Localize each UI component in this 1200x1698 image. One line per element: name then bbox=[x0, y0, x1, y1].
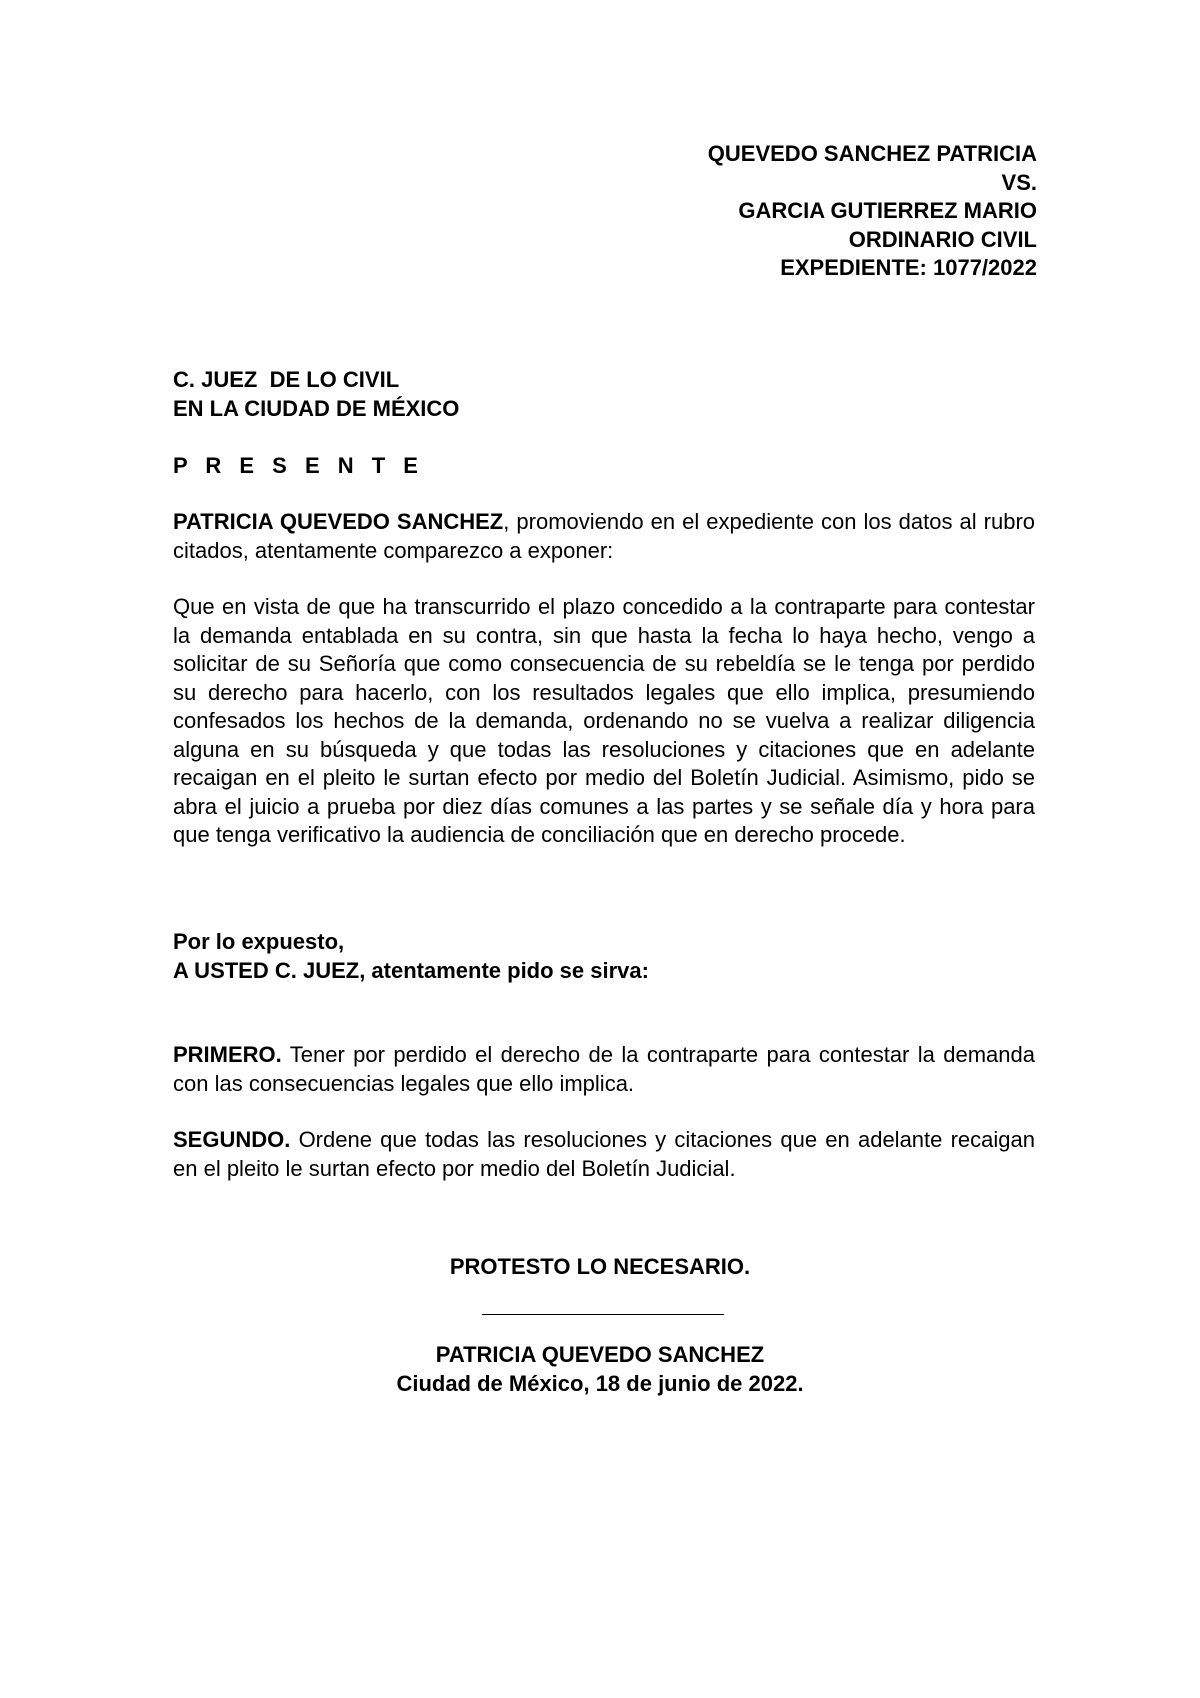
defendant-name: GARCIA GUTIERREZ MARIO bbox=[738, 198, 1037, 223]
addressee-block bbox=[173, 366, 1035, 423]
body-paragraph: Que en vista de que ha transcurrido el plazo concedido a la contraparte para contestar la demanda entablada en su contra, sin que hasta la fecha lo haya hecho, vengo a solicitar de su Señoría que como consecuencia de su rebeldía se le tenga por perdido su derecho para hacerlo, con los resultados legales que ello implica, presumiendo confesados los hechos de la demanda, ordenando no se vuelva a realizar diligencia alguna en su búsqueda y que todas las resoluciones y citaciones que en adelante recaigan en el pleito le surtan efecto por medio del Boletín Judicial. Asimismo, pido se abra el juicio a prueba por diez días comunes a las partes y se señale día y hora para que tenga verificativo la audiencia de conciliación que en derecho procede. bbox=[173, 594, 1035, 847]
closing-block bbox=[173, 928, 1035, 985]
place-date: Ciudad de México, 18 de junio de 2022. bbox=[396, 1371, 804, 1396]
case-caption bbox=[708, 140, 1037, 283]
salutation: P R E S E N T E bbox=[173, 453, 424, 478]
closing-line-2: A USTED C. JUEZ, atentamente pido se sirva: bbox=[173, 957, 649, 983]
proceeding-type: ORDINARIO CIVIL bbox=[848, 226, 1037, 252]
addressee-line-1: C. JUEZ DE LO CIVIL bbox=[173, 367, 400, 392]
intro-text: , promoviendo en el expediente con los datos al rubro citados, atentamente comparezco a exponer: bbox=[173, 509, 1036, 563]
signature-line bbox=[482, 1314, 724, 1315]
petition-first-text: Tener por perdido el derecho de la contraparte para contestar la demanda con las consecuencias legales que ello implica. bbox=[173, 1042, 1035, 1096]
protest-line: PROTESTO LO NECESARIO. bbox=[449, 1254, 751, 1279]
petition-second-label: SEGUNDO. bbox=[173, 1127, 291, 1152]
petition-first bbox=[173, 1041, 1035, 1098]
petition-second-text: Ordene que todas las resoluciones y citaciones que en adelante recaigan en el pleito le surtan efecto por medio del Boletín Judicial. bbox=[173, 1127, 1035, 1181]
closing-line-1: Por lo expuesto, bbox=[173, 929, 345, 954]
addressee-line-2: EN LA CIUDAD DE MÉXICO bbox=[173, 395, 460, 421]
plaintiff-name: QUEVEDO SANCHEZ PATRICIA bbox=[707, 141, 1037, 166]
file-number: EXPEDIENTE: 1077/2022 bbox=[780, 255, 1037, 280]
petition-first-label: PRIMERO. bbox=[173, 1042, 282, 1067]
intro-paragraph bbox=[173, 508, 1035, 565]
promoter-name: PATRICIA QUEVEDO SANCHEZ bbox=[173, 509, 504, 534]
petition-second bbox=[173, 1126, 1035, 1183]
versus-label: VS. bbox=[1001, 169, 1037, 195]
signer-name: PATRICIA QUEVEDO SANCHEZ bbox=[435, 1342, 765, 1367]
